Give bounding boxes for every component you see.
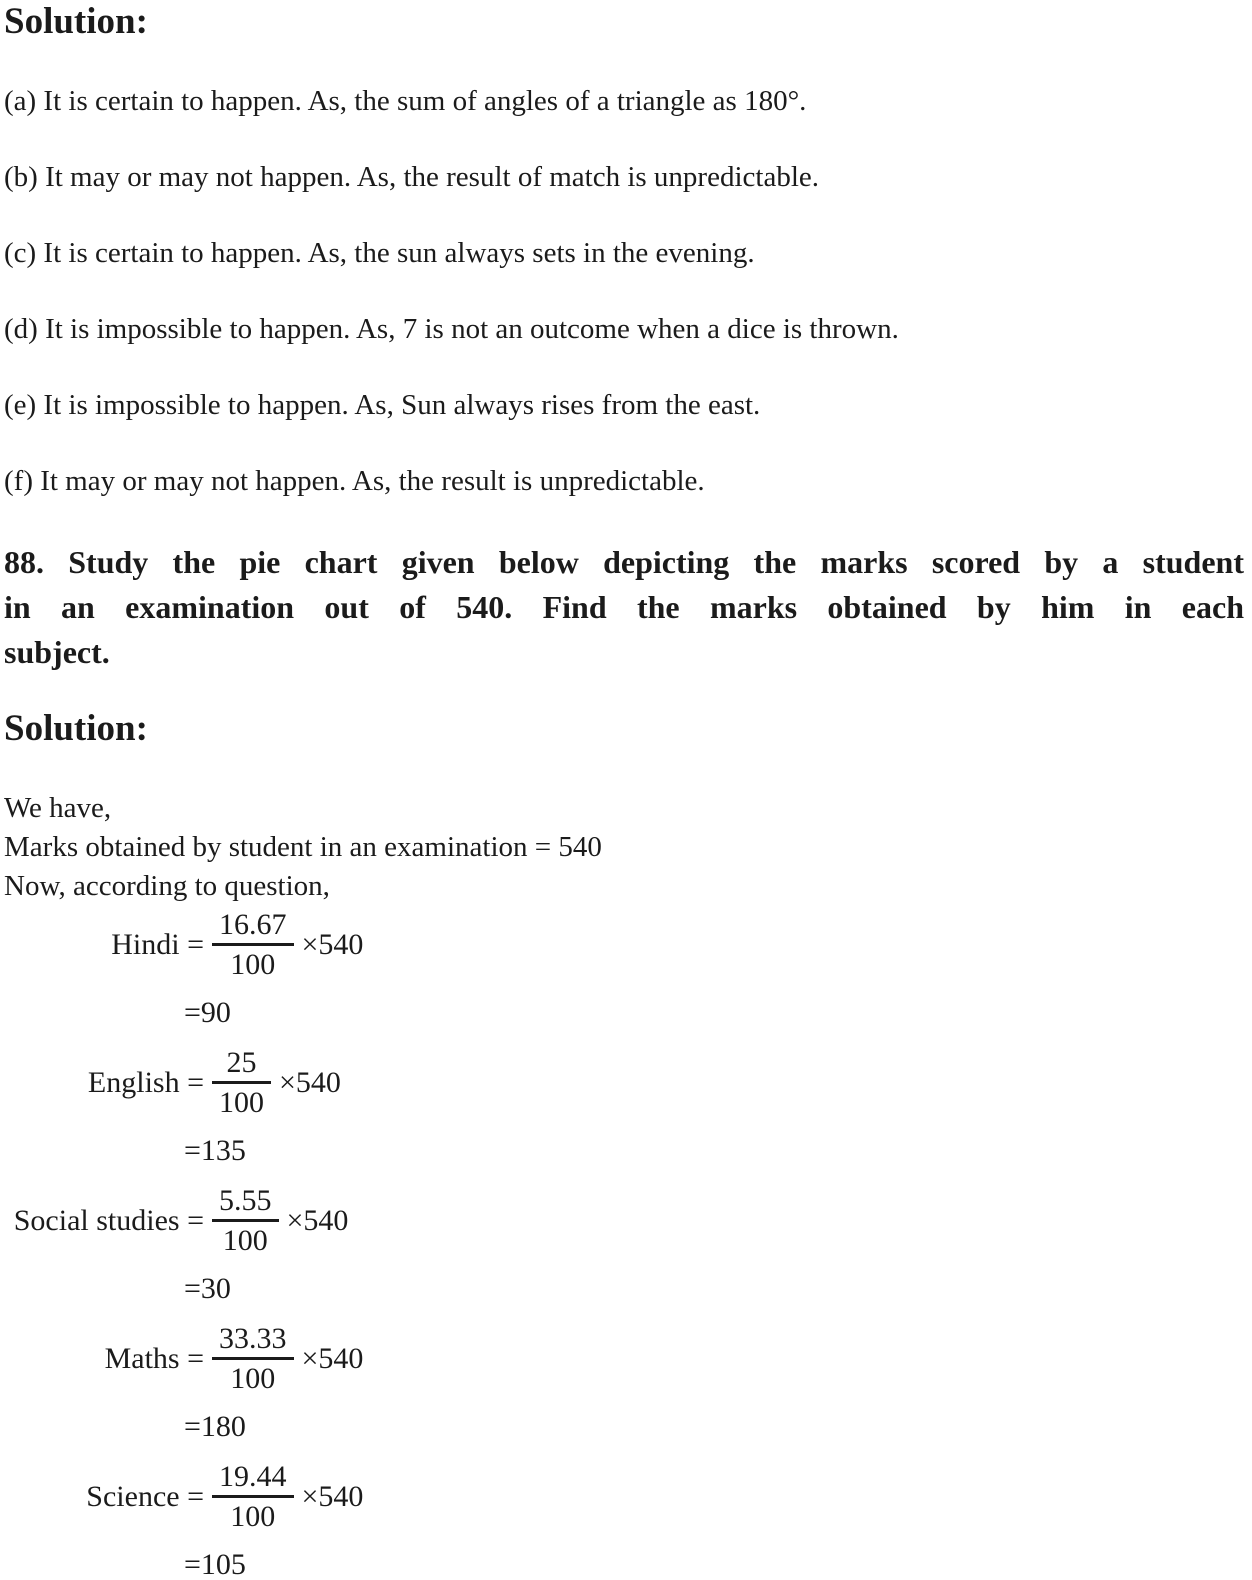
fraction [212,1458,294,1535]
answers-list [4,84,1244,498]
equation-row [4,906,1244,983]
equation-row [4,1320,1244,1397]
fraction-denominator: 100 [222,1224,268,1257]
fraction-numerator: 16.67 [212,906,294,946]
multiply-term: ×540 [301,927,364,961]
equation-result: =135 [184,1134,246,1167]
equation-result: =105 [184,1548,246,1580]
answer-line-f: (f) It may or may not happen. As, the result is unpredictable. [4,465,705,497]
equation-result: =30 [184,1272,231,1305]
intro-line: Now, according to question, [4,870,330,902]
equation-science [4,1458,1244,1580]
equation-result: =180 [184,1410,246,1443]
multiply-term: ×540 [301,1341,364,1375]
fraction-denominator: 100 [219,1086,264,1119]
multiply-term: ×540 [301,1479,364,1513]
answer-line-b: (b) It may or may not happen. As, the result of match is unpredictable. [4,161,820,193]
fraction-denominator: 100 [230,1362,276,1395]
solution-intro [4,789,1244,906]
fraction-denominator: 100 [230,948,276,981]
fraction-numerator: 19.44 [212,1458,294,1498]
multiply-term: ×540 [286,1203,349,1237]
intro-line: Marks obtained by student in an examination = 540 [4,831,602,863]
question-line: in an examination out of 540. Find the marks obtained by him in each [4,589,1244,625]
equation-row [4,1182,1244,1259]
equation-lhs: Maths = [104,1341,204,1375]
equation-row [4,1458,1244,1535]
fraction [212,1182,279,1259]
solution-heading-2: Solution: [4,708,148,749]
fraction-numerator: 33.33 [212,1320,294,1360]
equation-lhs: Hindi = [111,927,204,961]
equation-english [4,1044,1244,1167]
answer-line-a: (a) It is certain to happen. As, the sum of angles of a triangle as 180°. [4,85,807,117]
fraction-denominator: 100 [230,1500,276,1533]
question-88 [4,540,1244,675]
fraction [212,1320,294,1397]
answer-line-d: (d) It is impossible to happen. As, 7 is not an outcome when a dice is thrown. [4,313,899,345]
equation-row [4,1044,1244,1121]
equation-lhs: Science = [86,1479,204,1513]
fraction-numerator: 25 [212,1044,271,1084]
fraction [212,1044,271,1121]
solution-heading-1: Solution: [4,1,148,42]
equation-lhs: English = [87,1065,204,1099]
equation-maths [4,1320,1244,1443]
multiply-term: ×540 [279,1065,341,1099]
equation-hindi [4,906,1244,1029]
answer-line-c: (c) It is certain to happen. As, the sun always sets in the evening. [4,237,755,269]
equation-result: =90 [184,996,231,1029]
answer-line-e: (e) It is impossible to happen. As, Sun always rises from the east. [4,389,761,421]
equation-lhs: Social studies = [13,1203,204,1237]
question-line: 88. Study the pie chart given below depicting the marks scored by a student [4,544,1244,580]
fraction [212,906,294,983]
equation-social-studies [4,1182,1244,1305]
intro-line: We have, [4,792,112,824]
question-line: subject. [4,634,110,670]
fraction-numerator: 5.55 [212,1182,279,1222]
